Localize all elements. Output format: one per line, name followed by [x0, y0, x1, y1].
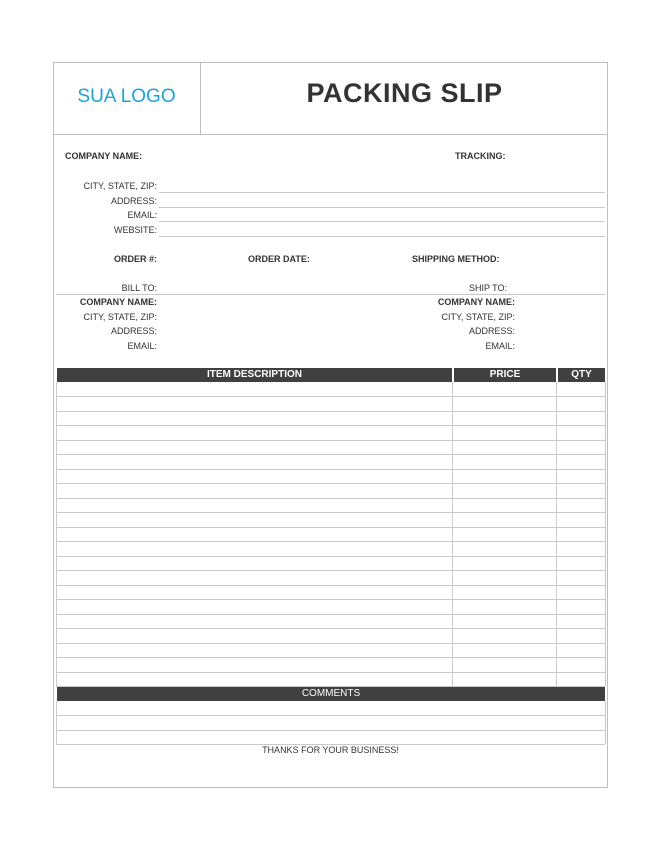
table-row[interactable] — [56, 527, 605, 528]
bill-ship-divider — [56, 294, 605, 295]
page-title: PACKING SLIP — [306, 78, 503, 108]
table-row[interactable] — [56, 556, 605, 557]
tracking-label: TRACKING: — [455, 151, 506, 161]
logo-text: SUA LOGO — [77, 86, 176, 107]
table-row[interactable] — [56, 643, 605, 644]
table-row[interactable] — [56, 570, 605, 571]
shipping-method-label: SHIPPING METHOD: — [412, 254, 500, 264]
table-row[interactable] — [56, 440, 605, 441]
table-border-right — [605, 382, 606, 686]
company-email-label: EMAIL: — [127, 210, 157, 220]
table-row[interactable] — [56, 483, 605, 484]
table-row[interactable] — [56, 469, 605, 470]
comments-border-right — [605, 701, 606, 744]
comments-border-left — [56, 701, 57, 744]
table-row[interactable] — [56, 672, 605, 673]
order-date-label: ORDER DATE: — [248, 254, 310, 264]
bill-email-label: EMAIL: — [127, 341, 157, 351]
table-row[interactable] — [56, 396, 605, 397]
table-row[interactable] — [56, 628, 605, 629]
col-header-item-description: ITEM DESCRIPTION — [57, 368, 452, 382]
table-border-left — [56, 382, 57, 686]
table-row[interactable] — [56, 454, 605, 455]
table-row[interactable] — [56, 657, 605, 658]
thanks-message: THANKS FOR YOUR BUSINESS! — [262, 745, 399, 755]
ship-to-heading: SHIP TO: — [468, 283, 507, 293]
table-divider-qty — [556, 382, 557, 686]
col-header-qty: QTY — [558, 368, 605, 382]
table-row[interactable] — [56, 411, 605, 412]
bill-city-label: CITY, STATE, ZIP: — [83, 312, 157, 322]
col-header-price: PRICE — [454, 368, 556, 382]
table-row[interactable] — [56, 585, 605, 586]
table-row[interactable] — [56, 541, 605, 542]
table-row[interactable] — [56, 614, 605, 615]
bill-company-label: COMPANY NAME: — [79, 297, 157, 307]
company-city-field[interactable] — [159, 192, 605, 193]
company-website-field[interactable] — [159, 236, 605, 237]
order-number-label: ORDER #: — [113, 254, 157, 264]
logo-box — [53, 62, 201, 134]
header — [53, 62, 608, 135]
company-city-label: CITY, STATE, ZIP: — [83, 181, 157, 191]
ship-company-label: COMPANY NAME: — [437, 297, 515, 307]
bill-address-label: ADDRESS: — [110, 326, 157, 336]
company-email-field[interactable] — [159, 221, 605, 222]
ship-address-label: ADDRESS: — [468, 326, 515, 336]
comment-row[interactable] — [56, 715, 605, 716]
table-divider-price — [452, 382, 453, 686]
ship-email-label: EMAIL: — [485, 341, 515, 351]
table-row[interactable] — [56, 512, 605, 513]
company-website-label: WEBSITE: — [113, 225, 157, 235]
table-row[interactable] — [56, 425, 605, 426]
table-row[interactable] — [56, 498, 605, 499]
company-name-label: COMPANY NAME: — [65, 151, 143, 161]
company-address-label: ADDRESS: — [110, 196, 157, 206]
table-row[interactable] — [56, 599, 605, 600]
ship-city-label: CITY, STATE, ZIP: — [441, 312, 515, 322]
comments-heading: COMMENTS — [57, 687, 605, 701]
bill-to-heading: BILL TO: — [121, 283, 157, 293]
company-address-field[interactable] — [159, 207, 605, 208]
comment-row[interactable] — [56, 730, 605, 731]
